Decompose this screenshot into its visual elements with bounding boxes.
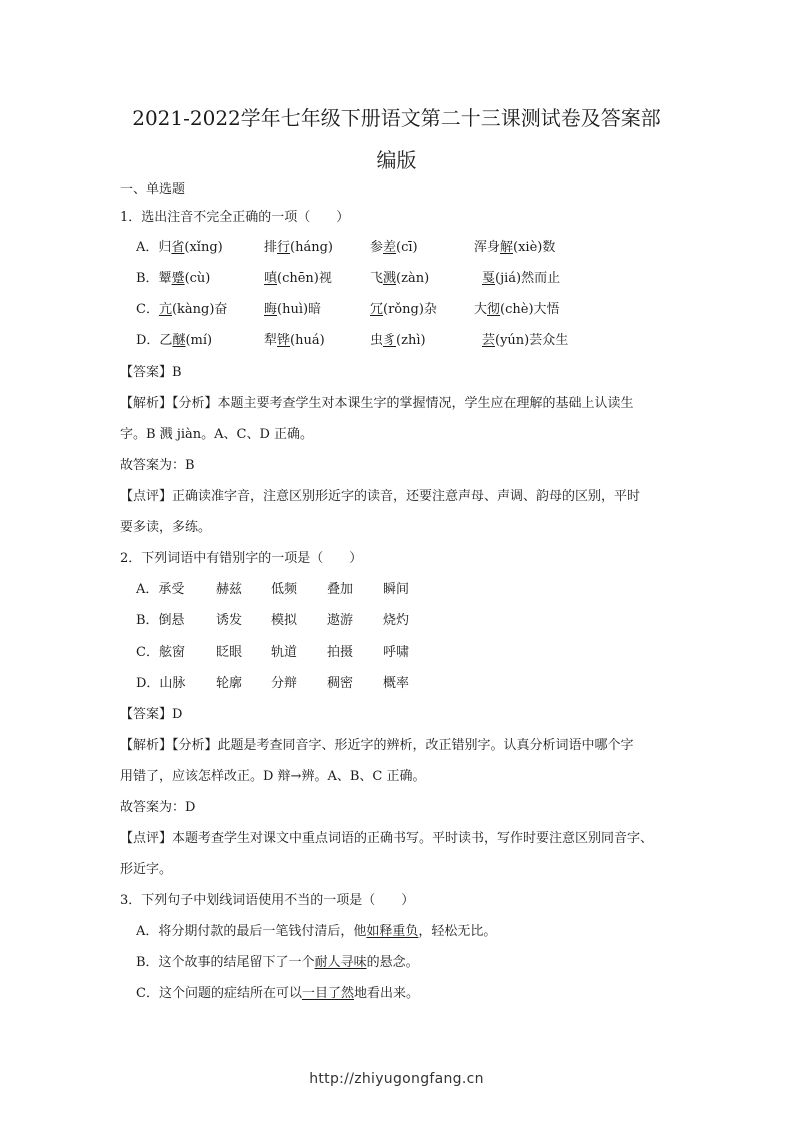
q2-analysis-cont: 用错了，应该怎样改正。D 辩→辨。A、B、C 正确。	[120, 769, 426, 784]
q2-word: D．山脉	[136, 676, 186, 691]
footer-url: http://zhiyugongfang.cn	[309, 1071, 484, 1087]
q1-option: 大彻(chè)大悟	[474, 302, 560, 317]
q2-word: A．承受	[136, 582, 185, 597]
q3-option-c: C．这个问题的症结所在可以一目了然地看出来。	[136, 986, 419, 1001]
q1-option: 虫豸(zhì)	[370, 333, 426, 348]
q2-word: 诱发	[216, 613, 243, 628]
q2-word: 轮廓	[216, 676, 243, 691]
q1-comment-cont: 要多读，多练。	[120, 520, 212, 535]
q1-option: 嗔(chēn)视	[264, 271, 332, 286]
q3-option-b: B．这个故事的结尾留下了一个耐人寻味的悬念。	[136, 955, 419, 970]
q2-word: 赫兹	[216, 582, 243, 597]
q2-final-answer: 故答案为：D	[120, 800, 196, 815]
q1-option: D．乙醚(mí)	[136, 333, 213, 348]
q1-final-answer: 故答案为：B	[120, 458, 195, 473]
q2-comment: 【点评】本题考查学生对课文中重点词语的正确书写。平时读书，写作时要注意区别同音字、	[120, 831, 654, 846]
q1-option: 晦(huì)暗	[264, 302, 322, 317]
q3-stem: 3．下列句子中划线词语使用不当的一项是（ ）	[120, 893, 415, 908]
section-heading: 一、单选题	[120, 182, 186, 197]
q1-option: 犁铧(huá)	[264, 333, 325, 348]
document-title-line1: 2021-2022学年七年级下册语文第二十三课测试卷及答案部	[132, 106, 661, 130]
q1-comment: 【点评】正确读准字音，注意区别形近字的读音，还要注意声母、声调、韵母的区别，平时	[120, 489, 641, 504]
q1-analysis-cont: 字。B 溅 jiàn。A、C、D 正确。	[120, 427, 314, 442]
q2-word: 分辩	[271, 676, 298, 691]
q2-word: 稠密	[327, 676, 354, 691]
q1-stem: 1．选出注音不完全正确的一项（ ）	[120, 210, 350, 225]
q2-word: 模拟	[271, 613, 298, 628]
q2-answer: 【答案】D	[120, 707, 183, 722]
q2-word: 低频	[271, 582, 298, 597]
q2-analysis: 【解析】【分析】此题是考查同音字、形近字的辨析，改正错别字。认真分析词语中哪个字	[120, 738, 634, 753]
q1-option: 芸(yún)芸众生	[482, 333, 569, 348]
q1-option: 排行(háng)	[264, 240, 333, 255]
q1-option: 参差(cī)	[370, 240, 418, 255]
q1-option: A．归省(xǐng)	[136, 240, 223, 255]
q2-stem: 2．下列词语中有错别字的一项是（ ）	[120, 551, 363, 566]
q2-word: 瞬间	[383, 582, 410, 597]
q1-option: 飞溅(zàn)	[370, 271, 430, 286]
q3-option-a: A．将分期付款的最后一笔钱付清后，他如释重负，轻松无比。	[136, 924, 497, 939]
q2-word: 烧灼	[383, 613, 410, 628]
q1-option: 浑身解(xiè)数	[474, 240, 556, 255]
q2-word: C．舷窗	[136, 645, 185, 660]
q1-analysis: 【解析】【分析】本题主要考查学生对本课生字的掌握情况，学生应在理解的基础上认读生	[120, 396, 634, 411]
q1-answer: 【答案】B	[120, 365, 182, 380]
q1-option: B．颦蹙(cù)	[136, 271, 211, 286]
q2-word: 拍摄	[327, 645, 354, 660]
q2-word: 遨游	[327, 613, 354, 628]
q2-word: 眨眼	[216, 645, 243, 660]
q1-option: C．亢(kàng)奋	[136, 302, 228, 317]
q1-option: 戛(jiá)然而止	[482, 271, 561, 286]
q2-word: 概率	[383, 676, 410, 691]
document-title-line2: 编版	[376, 148, 417, 172]
q2-word: 轨道	[271, 645, 298, 660]
q1-option: 冗(rǒng)杂	[370, 302, 437, 317]
q2-word: 呼啸	[383, 645, 410, 660]
q2-word: 叠加	[327, 582, 354, 597]
q2-comment-cont: 形近字。	[120, 862, 173, 877]
q2-word: B．倒悬	[136, 613, 185, 628]
